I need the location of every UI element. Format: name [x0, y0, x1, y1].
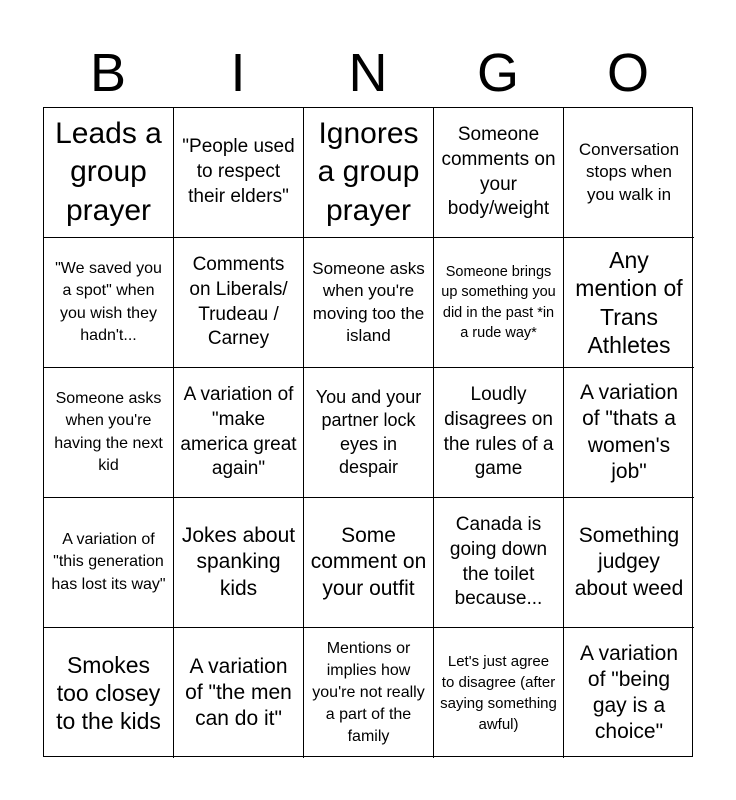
bingo-cell[interactable]: Any mention of Trans Athletes — [564, 238, 694, 368]
header-letter-b: B — [89, 43, 127, 103]
bingo-cell[interactable]: Mentions or implies how you're not really a part of the family — [304, 628, 434, 758]
bingo-cell[interactable]: Jokes about spanking kids — [174, 498, 304, 628]
bingo-cell[interactable]: Let's just agree to disagree (after saying something awful) — [434, 628, 564, 758]
bingo-cell[interactable]: Comments on Liberals/ Trudeau / Carney — [174, 238, 304, 368]
bingo-cell[interactable]: Leads a group prayer — [44, 108, 174, 238]
bingo-cell[interactable]: Canada is going down the toilet because... — [434, 498, 564, 628]
header-letter-i: I — [230, 43, 246, 103]
bingo-cell[interactable]: Some comment on your outfit — [304, 498, 434, 628]
bingo-cell[interactable]: Conversation stops when you walk in — [564, 108, 694, 238]
bingo-board — [43, 107, 693, 757]
bingo-cell[interactable]: Someone brings up something you did in the past *in a rude way* — [434, 238, 564, 368]
bingo-cell[interactable]: You and your partner lock eyes in despair — [304, 368, 434, 498]
bingo-cell[interactable]: A variation of "the men can do it" — [174, 628, 304, 758]
bingo-cell[interactable]: Loudly disagrees on the rules of a game — [434, 368, 564, 498]
bingo-cell[interactable]: "People used to respect their elders" — [174, 108, 304, 238]
header-letter-n: N — [348, 43, 388, 103]
bingo-cell[interactable]: Someone asks when you're moving too the island — [304, 238, 434, 368]
bingo-cell[interactable]: Something judgey about weed — [564, 498, 694, 628]
bingo-cell[interactable]: A variation of "thats a women's job" — [564, 368, 694, 498]
bingo-cell[interactable]: Someone comments on your body/weight — [434, 108, 564, 238]
bingo-cell[interactable]: A variation of "make america great again" — [174, 368, 304, 498]
bingo-cell[interactable]: Ignores a group prayer — [304, 108, 434, 238]
bingo-cell[interactable]: "We saved you a spot" when you wish they hadn't... — [44, 238, 174, 368]
bingo-cell[interactable]: A variation of "this generation has lost its way" — [44, 498, 174, 628]
bingo-cell[interactable]: A variation of "being gay is a choice" — [579, 641, 679, 744]
bingo-header — [43, 40, 693, 106]
header-letter-o: O — [606, 43, 649, 103]
bingo-cell[interactable]: Smokes too closey to the kids — [44, 628, 174, 758]
bingo-cell[interactable]: Someone asks when you're having the next kid — [44, 368, 174, 498]
header-letter-g: G — [476, 43, 519, 103]
